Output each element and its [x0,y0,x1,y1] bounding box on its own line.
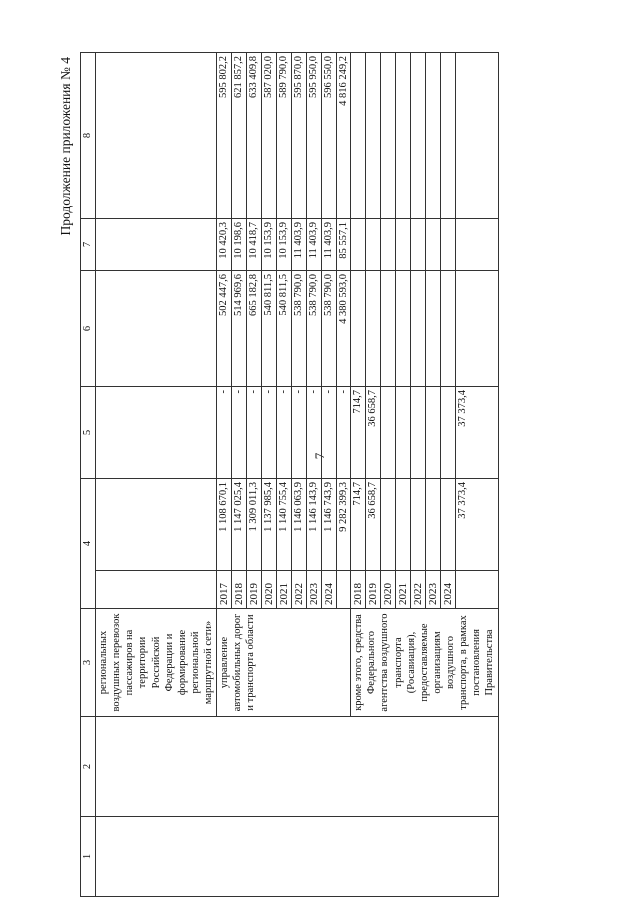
value-cell: 1 108 670,1 [217,479,232,571]
year-cell: 2020 [381,571,396,609]
value-cell [411,387,426,479]
value-cell [396,53,411,219]
value-cell: 10 198,6 [232,219,247,271]
value-cell: - [247,387,262,479]
value-cell [426,53,441,219]
value-cell: 540 811,5 [277,271,292,387]
year-cell: 2020 [262,571,277,609]
value-cell [411,271,426,387]
value-cell: 595 950,0 [307,53,322,219]
value-cell: 540 811,5 [262,271,277,387]
value-cell: 1 140 755,4 [277,479,292,571]
value-cell [426,387,441,479]
value-cell: 10 153,9 [262,219,277,271]
col-header-6: 6 [81,271,96,387]
col-header-4: 4 [81,479,96,609]
col-header-5: 5 [81,387,96,479]
cell-col2 [96,717,499,817]
value-cell: 11 403,9 [322,219,337,271]
value-cell: 1 137 985,4 [262,479,277,571]
value-cell: - [277,387,292,479]
value-cell [411,219,426,271]
year-cell: 2019 [366,571,381,609]
year-cell: 2023 [426,571,441,609]
value-cell: 502 447,6 [217,271,232,387]
year-cell: 2017 [217,571,232,609]
value-cell: 538 790,0 [307,271,322,387]
value-cell [441,219,456,271]
col-header-8: 8 [81,53,96,219]
year-cell: 2024 [441,571,456,609]
value-cell [396,219,411,271]
value-cell: 1 146 743,9 [322,479,337,571]
table-row [96,53,217,897]
value-cell: - [307,387,322,479]
year-cell: 2023 [307,571,322,609]
year-cell: 2022 [292,571,307,609]
value-cell: 36 658,7 [366,479,381,571]
value-cell: 1 147 025,4 [232,479,247,571]
value-cell: - [262,387,277,479]
page-number: 7 [312,452,327,460]
value-cell [426,479,441,571]
value-cell: 10 420,3 [217,219,232,271]
value-cell: 11 403,9 [292,219,307,271]
value-cell: 595 802,2 [217,53,232,219]
total-cell: - [337,387,351,479]
value-cell [366,53,381,219]
value-cell [426,271,441,387]
value-cell: 595 870,0 [292,53,307,219]
value-cell: 1 146 143,9 [307,479,322,571]
value-cell: 1 309 011,3 [247,479,262,571]
additional-funding-cell: кроме этого, средства Федерального агентства воздушного транспорта (Росавиация), предоставляемые организациям воздушного транспорта, в рамках постановления Правительства [351,609,498,717]
value-cell [441,271,456,387]
value-cell [381,479,396,571]
value-cell: 633 409,8 [247,53,262,219]
value-cell: 36 658,7 [366,387,381,479]
value-cell: - [322,387,337,479]
value-cell [396,271,411,387]
year-cell: 2024 [322,571,337,609]
value-cell: 596 550,0 [322,53,337,219]
value-cell: 538 790,0 [322,271,337,387]
value-cell [411,479,426,571]
executor-cell: управление автомобильных дорог и транспорта области [217,609,351,717]
value-cell [381,219,396,271]
year-cell: 2022 [411,571,426,609]
value-cell [351,219,366,271]
year-cell [337,571,351,609]
value-cell: 665 182,8 [247,271,262,387]
year-cell: 2021 [396,571,411,609]
value-cell: - [292,387,307,479]
program-table [80,52,499,897]
value-cell [441,479,456,571]
value-cell [351,53,366,219]
appendix-title: Продолжение приложения № 4 [58,57,73,236]
value-cell [366,271,381,387]
column-number-row [81,53,96,897]
value-cell [441,53,456,219]
value-cell: 11 403,9 [307,219,322,271]
value-cell [441,387,456,479]
value-cell: - [217,387,232,479]
value-cell: 714,7 [351,387,366,479]
year-cell [456,571,498,609]
total-cell [456,219,498,271]
total-cell: 4 816 249,2 [337,53,351,219]
measure-name-cell: региональных воздушных перевозок пассажиров на территории Российской Федерации и формирование региональной маршрутной сети» [96,609,217,717]
col-header-7: 7 [81,219,96,271]
value-cell: 10 418,7 [247,219,262,271]
value-cell: 514 969,6 [232,271,247,387]
value-cell [366,219,381,271]
total-cell: 4 380 593,0 [337,271,351,387]
value-cell: 714,7 [351,479,366,571]
value-cell [381,53,396,219]
rotated-page [60,0,580,907]
year-cell: 2019 [247,571,262,609]
total-cell [456,271,498,387]
year-cell: 2018 [232,571,247,609]
year-cell: 2021 [277,571,292,609]
total-cell: 37 373,4 [456,387,498,479]
value-cell: - [232,387,247,479]
value-cell [381,387,396,479]
value-cell [381,271,396,387]
total-cell: 85 557,1 [337,219,351,271]
value-cell [351,271,366,387]
year-cell: 2018 [351,571,366,609]
value-cell: 1 146 063,9 [292,479,307,571]
col-header-2: 2 [81,717,96,817]
col-header-3: 3 [81,609,96,717]
value-cell [426,219,441,271]
value-cell: 589 790,0 [277,53,292,219]
total-cell [456,53,498,219]
value-cell: 538 790,0 [292,271,307,387]
value-cell [396,387,411,479]
value-cell [396,479,411,571]
value-cell: 10 153,9 [277,219,292,271]
col-header-1: 1 [81,817,96,897]
value-cell: 621 857,2 [232,53,247,219]
total-cell: 37 373,4 [456,479,498,571]
value-cell: 587 020,0 [262,53,277,219]
value-cell [411,53,426,219]
total-cell: 9 282 399,3 [337,479,351,571]
cell-col1 [96,817,499,897]
